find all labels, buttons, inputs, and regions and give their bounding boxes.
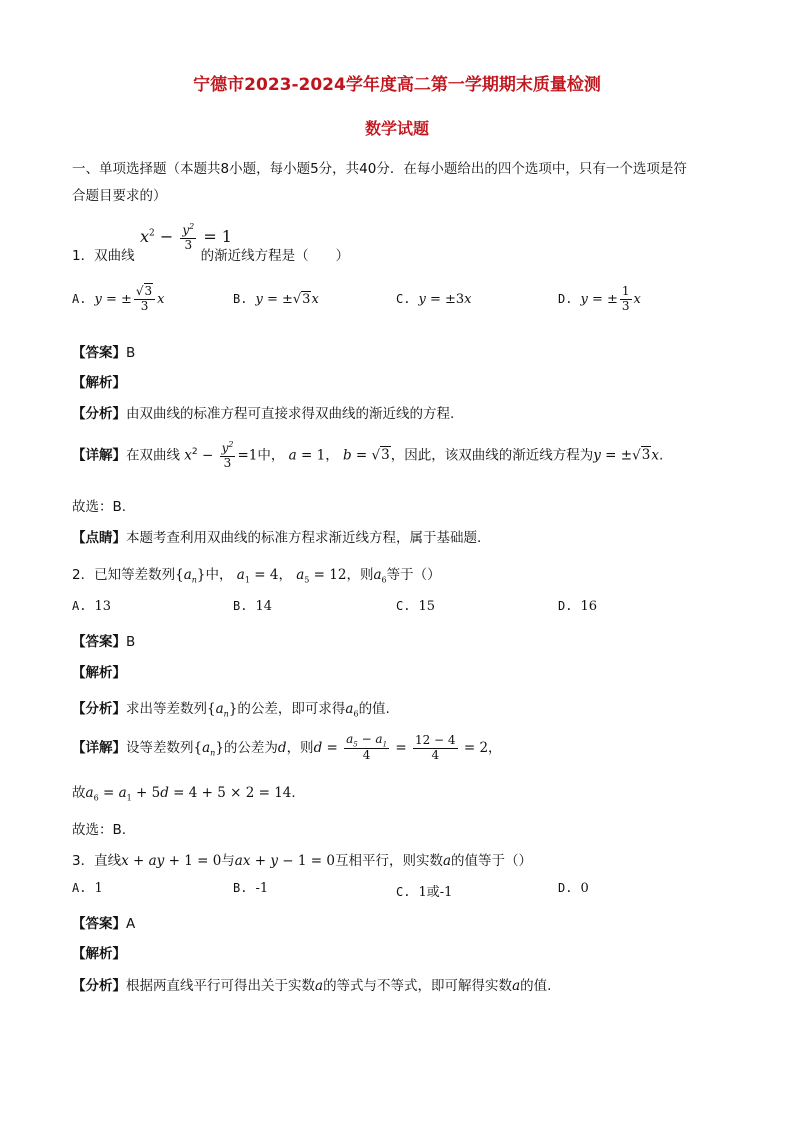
q2-detail: 【详解】设等差数列$\{a_n\}$的公差为d，则d = $\frac{a_5 - a_1}{4}$ = $\frac{12 - 4}{4}$ = 2， — [72, 732, 502, 763]
exam-subtitle: 数学试题 — [364, 119, 429, 138]
q2-option-a[interactable]: A. 13 — [72, 599, 111, 614]
q2-analysis-tag: 【解析】 — [72, 665, 126, 681]
q3-answer: 【答案】A — [72, 916, 136, 932]
q1-option-b[interactable]: B. y = ±√3x — [233, 292, 319, 307]
q2-option-b[interactable]: B. 14 — [233, 599, 272, 614]
q2-stem: 2．已知等差数列$\{a_n\}$中， $a_1 = 4$， $a_5 = 12$，则$a_6$等于（） — [72, 567, 441, 585]
q2-option-c[interactable]: C. 15 — [396, 599, 435, 614]
q2-choose: 故选：B. — [72, 822, 127, 838]
exam-title: 宁德市2023-2024学年度高二第一学期期末质量检测 — [193, 75, 601, 95]
q1-answer: 【答案】B — [72, 345, 136, 361]
q1-option-a[interactable]: A. y = ± $\frac{√3}{3}$ x — [72, 284, 165, 313]
q1-fenxi: 【分析】由双曲线的标准方程可直接求得双曲线的渐近线的方程. — [72, 406, 455, 422]
q3-stem: 3．直线x + ay + 1 = 0与ax + y − 1 = 0互相平行，则实数a的值等于（） — [72, 853, 533, 869]
q1-comment: 【点睛】本题考查利用双曲线的标准方程求渐近线方程，属于基础题. — [72, 530, 482, 546]
q1-detail: 【详解】在双曲线 $x^2$ − $\frac{y^2}{3}$ =1中， a = 1， b = √3，因此，该双曲线的渐近线方程为y = ±√3x. — [72, 440, 664, 470]
q2-fenxi: 【分析】求出等差数列$\{a_n\}$的公差，即可求得$a_6$的值. — [72, 701, 390, 719]
q1-option-c[interactable]: C. y = ±3x — [396, 292, 472, 307]
q2-option-d[interactable]: D. 16 — [558, 599, 597, 614]
q1-analysis-tag: 【解析】 — [72, 375, 126, 391]
q1-stem: 1．双曲线 的渐近线方程是（ ） — [72, 248, 350, 264]
q3-fenxi: 【分析】根据两直线平行可得出关于实数a的等式与不等式，即可解得实数a的值. — [72, 978, 552, 994]
q3-option-a[interactable]: A. 1 — [72, 881, 103, 896]
q2-so: 故$a_6 = a_1 + 5d = 4 + 5 \times 2 = 14$. — [72, 785, 296, 803]
q3-option-b[interactable]: B. -1 — [233, 881, 269, 896]
section-heading-line2: 合题目要求的） — [72, 188, 167, 204]
q1-option-d[interactable]: D. y = ± $\frac{1}{3}$ x — [558, 284, 641, 313]
q1-equation: $x^2$ − $\frac{y^2}{3}$ = 1 — [140, 222, 232, 252]
section-heading-line1: 一、单项选择题（本题共8小题，每小题5分，共40分．在每小题给出的四个选项中，只有一个选项是符 — [72, 161, 687, 177]
q2-answer: 【答案】B — [72, 634, 136, 650]
q3-option-d[interactable]: D. 0 — [558, 881, 589, 896]
q3-analysis-tag: 【解析】 — [72, 946, 126, 962]
q1-choose: 故选：B. — [72, 499, 127, 515]
q3-option-c[interactable]: C. 1或-1 — [396, 885, 453, 900]
